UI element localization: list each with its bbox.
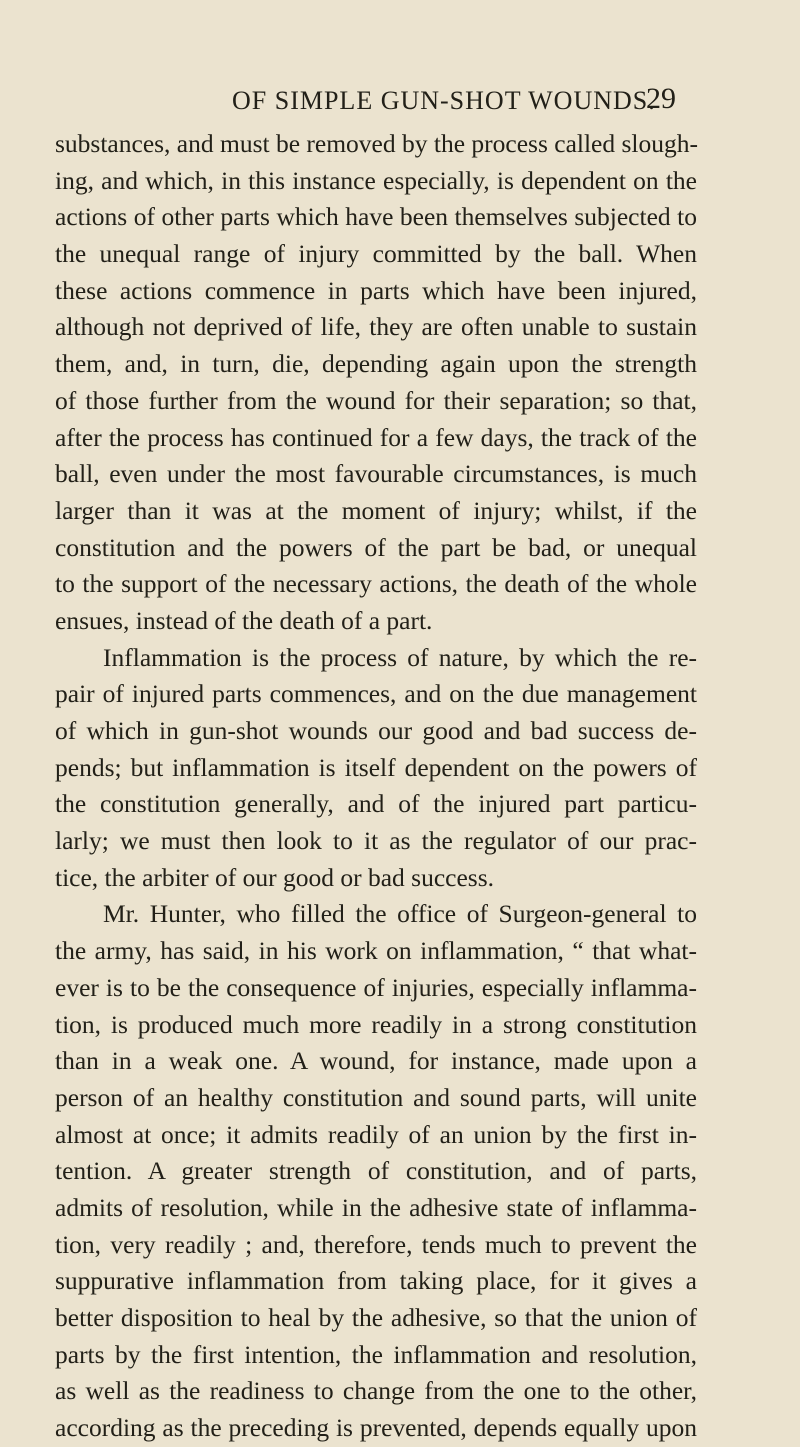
page-number: 29 [646, 82, 676, 115]
text-line: these actions commence in parts which have been injured, [55, 275, 697, 305]
text-line: tention. A greater strength of constitution, and of parts, [55, 1156, 697, 1186]
text-line: tion, very readily ; and, therefore, tends much to prevent the [55, 1229, 697, 1259]
text-line: larger than it was at the moment of injury; whilst, if the [55, 495, 697, 525]
text-line: constitution and the powers of the part be bad, or unequal [55, 532, 697, 562]
running-title: OF SIMPLE GUN-SHOT WOUNDS. [232, 86, 656, 115]
text-line: Mr. Hunter, who filled the office of Surgeon-general to [103, 899, 697, 929]
text-line: the constitution generally, and of the injured part particu- [55, 789, 697, 819]
text-line: ever is to be the consequence of injuries, especially inflamma- [55, 972, 697, 1002]
text-line: ing, and which, in this instance especially, is dependent on the [55, 165, 697, 195]
text-line: actions of other parts which have been themselves subjected to [55, 202, 697, 232]
text-line: person of an healthy constitution and sound parts, will unite [55, 1082, 697, 1112]
text-line: admits of resolution, while in the adhesive state of inflamma- [55, 1192, 697, 1222]
text-line: pends; but inflammation is itself dependent on the powers of [55, 752, 697, 782]
text-line: ensues, instead of the death of a part. [55, 605, 433, 635]
text-line: the unequal range of injury committed by the ball. When [55, 239, 697, 269]
text-line: although not deprived of life, they are often unable to sustain [55, 312, 697, 342]
text-line: tice, the arbiter of our good or bad success. [55, 862, 495, 892]
text-line: ball, even under the most favourable circumstances, is much [55, 459, 697, 489]
text-line: almost at once; it admits readily of an union by the first in- [55, 1119, 697, 1149]
text-line: Inflammation is the process of nature, by which the re- [103, 642, 697, 672]
running-head [0, 82, 800, 126]
text-line: of which in gun-shot wounds our good and bad success de- [55, 716, 697, 745]
text-line: to the support of the necessary actions, the death of the whole [55, 569, 697, 599]
body-text [55, 126, 697, 1447]
text-line: pair of injured parts commences, and on the due management [55, 679, 697, 709]
text-line: parts by the first intention, the inflammation and resolution, [55, 1339, 697, 1369]
text-line: them, and, in turn, die, depending again upon the strength [55, 349, 697, 379]
text-line: suppurative inflammation from taking place, for it gives a [55, 1266, 697, 1296]
text-line: than in a weak one. A wound, for instance, made upon a [55, 1046, 697, 1076]
text-line: of those further from the wound for their separation; so that, [55, 385, 697, 415]
text-line: tion, is produced much more readily in a strong constitution [55, 1009, 697, 1039]
text-line: as well as the readiness to change from the one to the other, [55, 1376, 697, 1406]
text-line: substances, and must be removed by the process called slough- [55, 129, 699, 158]
text-line: the army, has said, in his work on inflammation, “ that what- [55, 936, 697, 966]
text-line: better disposition to heal by the adhesive, so that the union of [55, 1303, 697, 1332]
text-line: according as the preceding is prevented, depends equally upon [55, 1413, 697, 1443]
text-line: after the process has continued for a few days, the track of the [55, 422, 697, 452]
text-line: larly; we must then look to it as the regulator of our prac- [55, 826, 697, 856]
